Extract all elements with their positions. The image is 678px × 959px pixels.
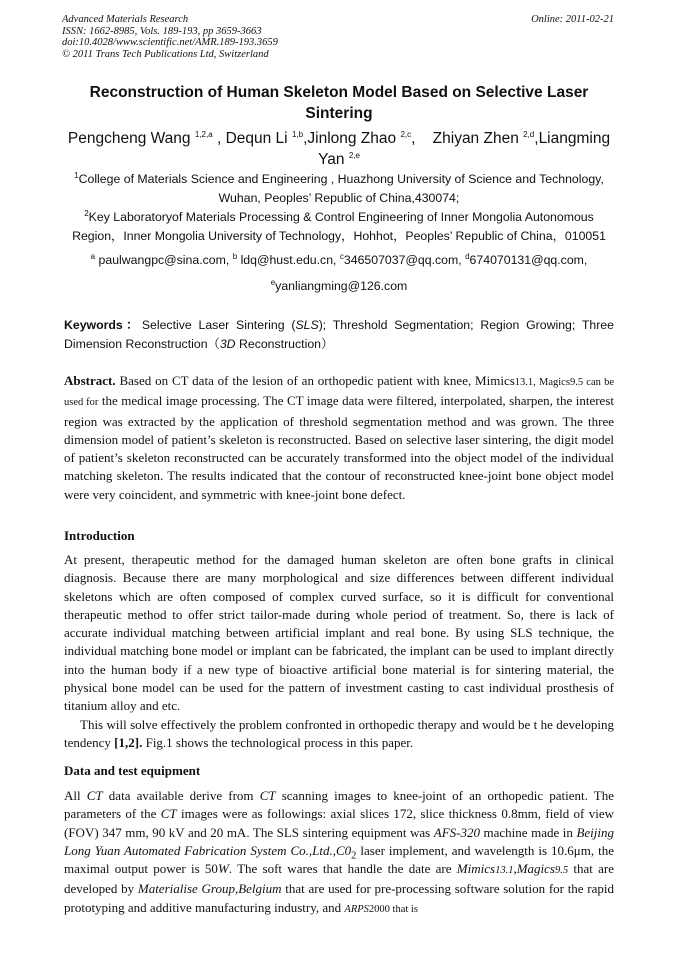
introduction-paragraph-1: At present, therapeutic method for the damaged human skeleton are often bone grafts in clinical diagnosis. Because there are many morphological and size differences between different individual skeletons which are often composed of complex curved surface, so it is difficult for conventional therapeutic method to offer strict tailor-made during whole period of treatment. So, there is lack of accurate individual matching between artificial implant and real bone. By using SLS technique, the individual matching bone model or implant can be fabricated, the implant can be used to implant directly into the human body if a new type of bioactive artificial bone material is for sintering material, the physical bone model can be used for the pattern of investment casting to cast individual prosthesis of titanium alloy and etc. [64, 552, 614, 714]
author-separator: , [411, 130, 433, 147]
issn-line: ISSN: 1662-8985, Vols. 189-193, pp 3659-3663 [62, 25, 262, 37]
keywords-part-5: Reconstruction） [235, 337, 334, 351]
email-b: ldq@hust.edu.cn, [237, 253, 340, 267]
equipment-text-segment: machine made in [479, 824, 577, 840]
introduction-p2-text-b: Fig.1 shows the technological process in this paper. [142, 734, 414, 750]
equipment-text-segment: Materialise Group,Belgium [137, 881, 282, 897]
equipment-text-segment: All [64, 788, 87, 803]
equipment-text-segment: scanning images to knee-joint of an orthopedic patient. The parameters of the [64, 788, 614, 822]
email-b-marker: b [232, 251, 238, 261]
affiliation-2 [62, 208, 616, 246]
introduction-p2-text-a: This will solve effectively the problem confronted in orthopedic therapy and would be t he developing tendency [64, 716, 614, 750]
email-d-marker: d [465, 251, 470, 261]
email-e: yanliangming@126.com [275, 279, 408, 293]
affiliation-1 [62, 170, 616, 208]
abstract [64, 372, 614, 504]
author-affiliation-marker: 2,e [348, 150, 360, 160]
author-name: Dequn Li [225, 130, 292, 147]
email-e-marker: e [270, 277, 276, 287]
keywords-part-4: 3D [219, 337, 236, 351]
abstract-part-1: Based on CT data of the lesion of an orthopedic patient with knee, Mimics [115, 373, 515, 388]
author-affiliation-marker: 1,b [291, 129, 304, 139]
affiliation-2-text: Key Laboratoryof Materials Processing & Control Engineering of Inner Mongolia Autonomous Region，Inner Mongolia University of Technology，Hohhot，Peoples’ Republic of China，010051 [72, 210, 606, 243]
journal-header [62, 14, 278, 60]
equipment-text-segment: that are developed by [64, 861, 614, 897]
author-affiliation-marker: 2,d [523, 129, 535, 139]
affiliation-2-marker: 2 [84, 208, 89, 218]
equipment-text-segment: , [513, 861, 517, 877]
equipment-text-segment: that are used for pre-processing software solution for the rapid prototyping and additive manufacturing industry, and [64, 881, 615, 915]
equipment-text-segment: CT [160, 806, 177, 822]
email-a-marker: a [90, 251, 96, 261]
equipment-text-segment: AFS-320 [433, 824, 480, 840]
author-name: Zhiyan Zhen [432, 130, 524, 147]
equipment-text-segment: . The soft wares that handle the date are [228, 861, 457, 877]
introduction-paragraph-2 [64, 716, 614, 753]
email-d: 674070131@qq.com, [469, 253, 588, 267]
keywords [64, 316, 614, 354]
author-separator: , [212, 130, 226, 147]
abstract-version-1: 13.1 [514, 377, 534, 388]
introduction-body [64, 551, 614, 752]
author-affiliation-marker: 2,c [400, 129, 412, 139]
abstract-small: can be used for [64, 377, 614, 409]
equipment-text-segment: Mimics [456, 861, 496, 877]
keywords-label: Keywords： [64, 318, 142, 332]
equipment-text-segment: images were as followings: axial slices 172, slice thickness 0.8mm, field of view (FOV) 347 mm, 90 kV and 20 mA. The SLS sintering equipment was [64, 806, 614, 840]
equipment-text-segment: Magics [516, 861, 555, 877]
author-separator: , [303, 130, 308, 147]
equipment-text-segment: Beijing Long Yuan Automated Fabrication System Co.,Ltd.,C0 [64, 824, 614, 858]
journal-name: Advanced Materials Research [62, 14, 189, 25]
email-c-marker: c [339, 251, 344, 261]
equipment-heading: Data and test equipment [64, 763, 201, 778]
equipment-text-segment: CT [259, 788, 276, 803]
introduction-heading: Introduction [64, 528, 135, 543]
abstract-part-2: the medical image processing. The CT image data were filtered, interpolated, sharpen, the interest region was extracted by the application of threshold segmentation method and was grown. The three dimension model of patient’s skeleton is reconstructed. Based on selective laser sintering, the digit model of patient’s skeleton reconstructed can be accurately transformed into the object model of the individual matching skeleton. The results indicated that the contour of reconstructed knee-joint bone object model were very coincident, and symmetric with knee-joint bone defect. [64, 393, 614, 502]
equipment-text-segment: CT [86, 788, 103, 803]
keywords-part-2: SLS [295, 318, 319, 332]
equipment-text-segment: 2000 that is [368, 903, 418, 915]
affiliation-1-marker: 1 [74, 170, 79, 180]
email-line-1 [62, 251, 616, 269]
author-list [62, 128, 616, 170]
copyright-line: © 2011 Trans Tech Publications Ltd, Switzerland [62, 48, 269, 60]
abstract-version-2: 9.5 [569, 377, 584, 388]
author-name: Pengcheng Wang [67, 130, 195, 147]
email-a: paulwangpc@sina.com, [95, 253, 233, 267]
keywords-part-3: ); Threshold Segmentation; Region Growing; Three Dimension Reconstruction（ [64, 318, 614, 351]
equipment-body [64, 787, 614, 919]
equipment-text-segment: data available derive from [102, 788, 260, 803]
online-date: Online: 2011-02-21 [531, 14, 614, 25]
email-c: 346507037@qq.com, [343, 253, 466, 267]
keywords-part-1: Selective Laser Sintering ( [141, 318, 296, 332]
author-separator: , [534, 130, 539, 147]
equipment-text-segment: W [217, 861, 229, 877]
paper-title: Reconstruction of Human Skeleton Model Based on Selective Laser Sintering [89, 84, 589, 122]
author-affiliation-marker: 1,2,a [194, 129, 213, 139]
equipment-text-segment: laser implement, and wavelength is 10.6μm, the maximal output power is 50 [64, 842, 614, 877]
affiliation-1-text: College of Materials Science and Engineering , Huazhong University of Science and Technology, Wuhan, Peoples’ Republic of China,430074; [78, 172, 604, 205]
equipment-text-segment: 13.1 [495, 865, 514, 877]
author-name: Jinlong Zhao [307, 130, 401, 147]
email-line-2 [62, 277, 616, 295]
introduction-citation: [1,2]. [114, 734, 143, 750]
equipment-text-segment: 9.5 [554, 865, 569, 877]
doi-line: doi:10.4028/www.scientific.net/AMR.189-193.3659 [62, 37, 278, 48]
author-name: Liangming Yan [318, 130, 611, 168]
equipment-text-segment: 2 [351, 850, 357, 862]
equipment-text-segment: ARPS [344, 903, 369, 915]
abstract-separator: , Magics [533, 377, 570, 388]
abstract-label: Abstract. [64, 373, 116, 388]
